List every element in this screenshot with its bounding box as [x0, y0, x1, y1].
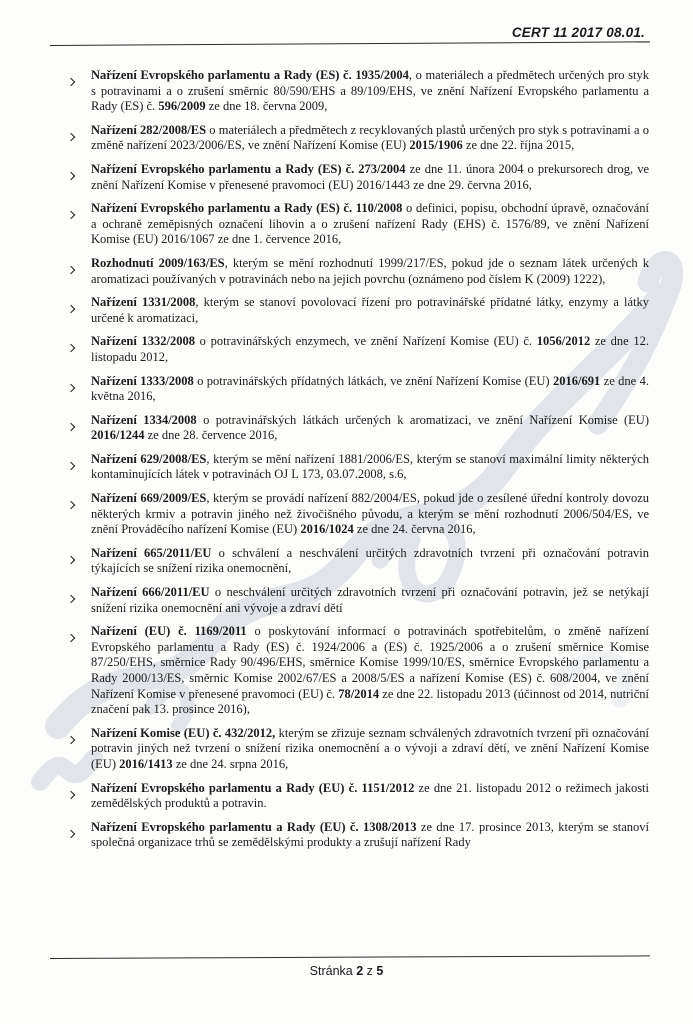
list-item-text: Nařízení 669/2009/ES, kterým se provádí nařízení 882/2004/ES, pokud jde o zesílené úřední kontroly dovozu některých krmiv a potravin jiného než živočišného původu, a kterým se mění rozhodnutí 2006/504/ES, ve znění Prováděcího nařízení Komise (EU) 2016/1024 ze dne 24. června 2016, [91, 491, 649, 537]
regulation-list [0, 46, 693, 851]
list-item [68, 334, 649, 365]
list-item-text: Nařízení 1331/2008, kterým se stanoví povolovací řízení pro potravinářské přídatné látky, enzymy a látky určené k aromatizaci, [91, 295, 649, 325]
list-item [68, 491, 649, 538]
page-footer [0, 958, 693, 978]
list-item [68, 162, 649, 193]
bullet-arrow-icon [68, 413, 91, 444]
list-item [68, 452, 649, 483]
bullet-arrow-icon [68, 624, 91, 718]
bullet-arrow-icon [68, 781, 91, 812]
bullet-arrow-icon [68, 820, 91, 851]
list-item-text: Nařízení Evropského parlamentu a Rady (EU) č. 1151/2012 ze dne 21. listopadu 2012 o režimech jakosti zemědělských produktů a potravin. [91, 780, 650, 811]
list-item-text: Nařízení Evropského parlamentu a Rady (ES) č. 110/2008 o definici, popisu, obchodní úpravě, označování a ochraně zeměpisných označení lihovin a o zrušení nařízení Rady (EHS) č. 1576/89, ve znění Nařízení Komise (EU) 2016/1067 ze dne 1. července 2016, [91, 201, 650, 247]
list-item-text: Rozhodnutí 2009/163/ES, kterým se mění rozhodnutí 1999/217/ES, pokud jde o seznam látek určených k aromatizaci používaných v potravinách nebo na jejich povrchu (oznámeno pod číslem K (2009) 1222), [91, 255, 649, 286]
list-item [68, 413, 649, 444]
list-item-text: Nařízení 666/2011/EU o neschválení určitých zdravotních tvrzení při označování potravin, jež se netýkají snížení rizika onemocnění ani vývoje a zdraví dětí [91, 585, 649, 615]
bullet-arrow-icon [68, 334, 91, 365]
bullet-arrow-icon [68, 491, 91, 538]
bullet-arrow-icon [68, 201, 91, 248]
list-item [68, 726, 649, 773]
list-item-text: Nařízení 1333/2008 o potravinářských přídatných látkách, ve znění Nařízení Komise (EU) 2016/691 ze dne 4. května 2016, [91, 373, 649, 404]
list-item [68, 820, 649, 851]
bullet-arrow-icon [68, 256, 91, 287]
list-item [68, 201, 649, 248]
bullet-arrow-icon [68, 68, 91, 115]
list-item [68, 295, 649, 326]
list-item [68, 781, 649, 812]
bullet-arrow-icon [68, 585, 91, 616]
list-item-text: Nařízení (EU) č. 1169/2011 o poskytování informací o potravinách spotřebitelům, o změně nařízení Evropského parlamentu a Rady (ES) č. 1924/2006 a (ES) č. 1925/2006 a o zrušení směrnice Komise 87/250/EHS, směrnice Rady 90/496/EHS, směrnice Komise 1999/10/ES, směrnice Evropského parlamentu a Rady 2000/13/ES, směrnic Komise 2002/67/ES a 2008/5/ES a nařízení Komise (ES) č. 608/2004, ve znění Nařízení Komise v přenesené pravomoci (EU) č. 78/2014 ze dne 22. listopadu 2013 (účinnost od 2014, nutriční značení pak 13. prosince 2016), [91, 624, 650, 717]
list-item-text: Nařízení 1334/2008 o potravinářských látkách určených k aromatizaci, ve znění Nařízení Komise (EU) 2016/1244 ze dne 28. července 2016, [91, 412, 650, 443]
list-item-text: Nařízení 282/2008/ES o materiálech a předmětech z recyklovaných plastů určených pro styk s potravinami a o změně nařízení 2023/2006/ES, ve znění Nařízení Komise (EU) 2015/1906 ze dne 22. října 2015, [91, 122, 650, 153]
document-code: CERT 11 2017 08.01. [511, 25, 645, 40]
document-header [0, 0, 693, 42]
list-item-text: Nařízení Evropského parlamentu a Rady (EU) č. 1308/2013 ze dne 17. prosince 2013, kterým se stanoví společná organizace trhů se zemědělskými produkty a zrušují nařízení Rady [91, 819, 650, 850]
list-item-text: Nařízení 665/2011/EU o schválení a neschválení určitých zdravotních tvrzení při označování potravin týkajících se snížení rizika onemocnění, [91, 545, 649, 576]
list-item [68, 546, 649, 577]
list-item [68, 374, 649, 405]
bullet-arrow-icon [68, 123, 91, 154]
bullet-arrow-icon [68, 374, 91, 405]
list-item [68, 123, 649, 154]
bullet-arrow-icon [68, 726, 91, 773]
list-item-text: Nařízení 1332/2008 o potravinářských enzymech, ve znění Nařízení Komise (EU) č. 1056/2012 ze dne 12. listopadu 2012, [91, 334, 649, 364]
list-item [68, 68, 649, 115]
footer-rule [50, 955, 650, 959]
bullet-arrow-icon [68, 162, 91, 193]
page-number: Stránka 2 z 5 [309, 964, 384, 978]
bullet-arrow-icon [68, 546, 91, 577]
list-item [68, 585, 649, 616]
bullet-arrow-icon [68, 295, 91, 326]
list-item-text: Nařízení Evropského parlamentu a Rady (ES) č. 1935/2004, o materiálech a předmětech určených pro styk s potravinami a o zrušení směrnic 80/590/EHS a 89/109/EHS, ve znění Nařízení Evropského parlamentu a Rady (ES) č. 596/2009 ze dne 18. června 2009, [91, 68, 649, 114]
list-item-text: Nařízení 629/2008/ES, kterým se mění nařízení 1881/2006/ES, kterým se stanoví maximální limity některých kontaminujících látek v potravinách OJ L 173, 03.07.2008, s.6, [91, 451, 649, 482]
list-item-text: Nařízení Evropského parlamentu a Rady (ES) č. 273/2004 ze dne 11. února 2004 o prekursorech drog, ve znění Nařízení Komise v přenesené pravomoci (EU) 2016/1443 ze dne 29. června 2016, [91, 161, 649, 192]
list-item [68, 256, 649, 287]
bullet-arrow-icon [68, 452, 91, 483]
list-item-text: Nařízení Komise (EU) č. 432/2012, kterým se zřizuje seznam schválených zdravotních tvrzení při označování potravin jiných než tvrzení o snížení rizika onemocnění a o vývoji a zdraví dětí, ve znění Nařízení Komise (EU) 2016/1413 ze dne 24. srpna 2016, [91, 725, 649, 771]
list-item [68, 624, 649, 718]
